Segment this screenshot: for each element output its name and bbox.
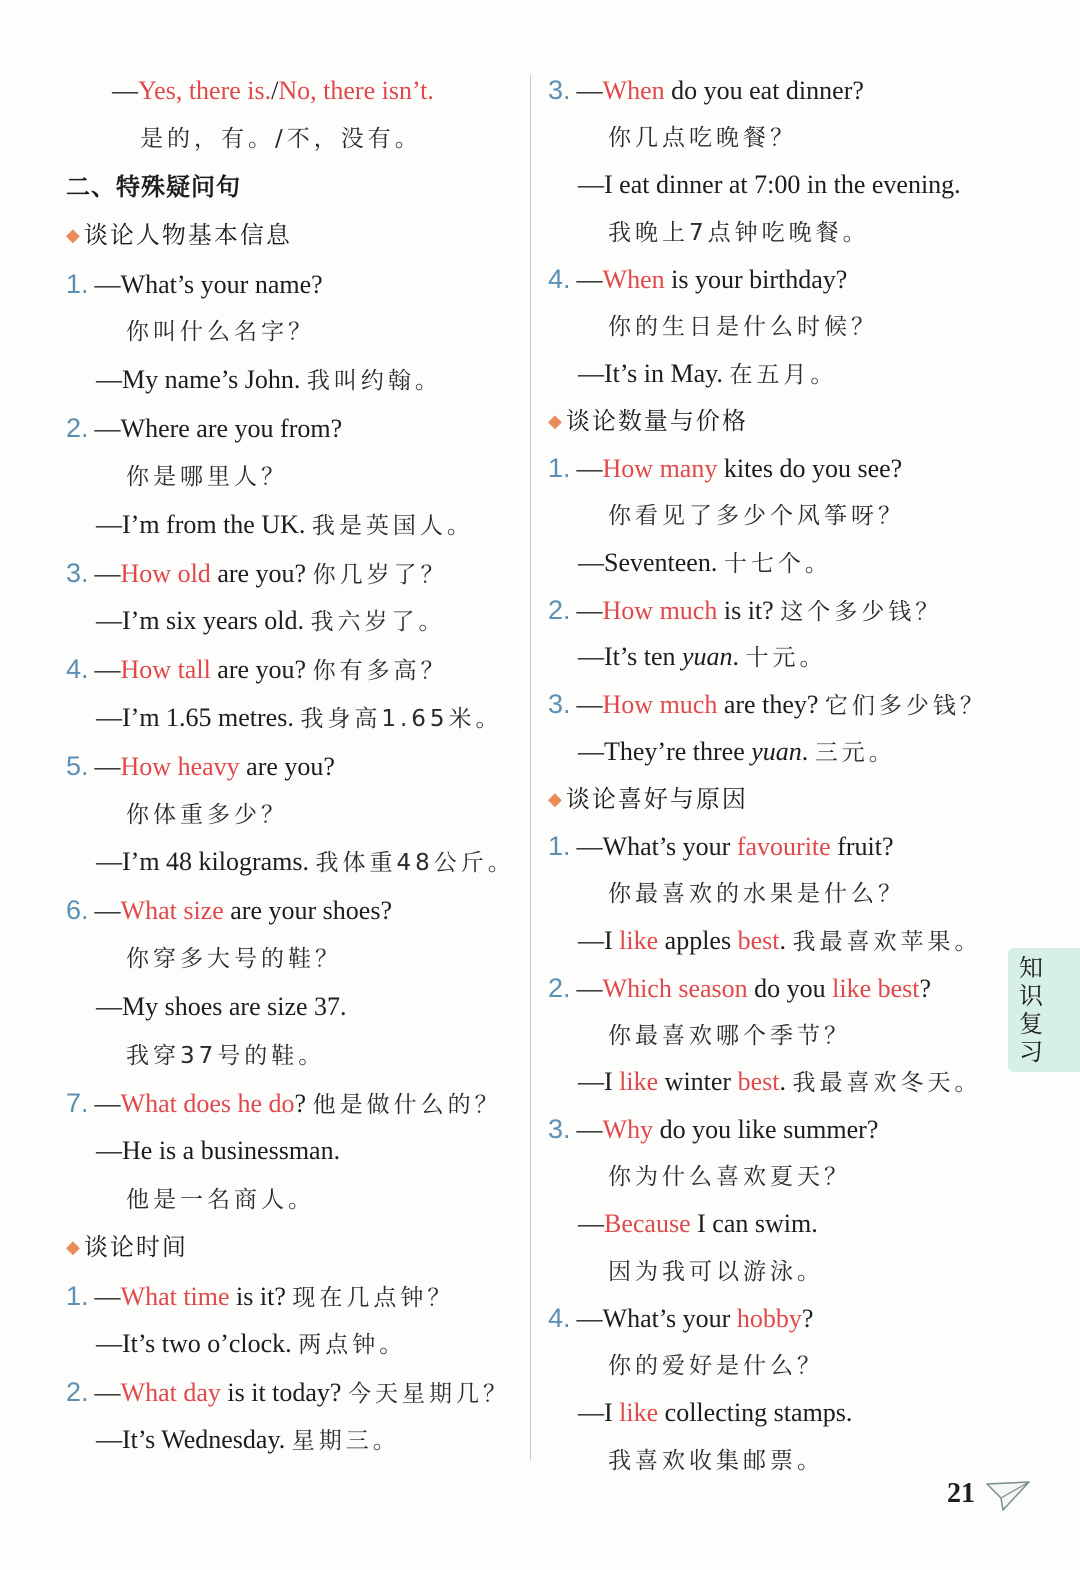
text-run: I can swim. — [690, 1209, 818, 1238]
text-run: 因为我可以游泳。 — [608, 1259, 824, 1285]
text-run: —It’s in May. — [578, 359, 730, 388]
item-number: 3. — [548, 1114, 571, 1144]
text-run: collecting stamps. — [658, 1398, 853, 1427]
text-line — [578, 1207, 818, 1241]
text-run: —I — [578, 926, 620, 955]
text-line — [66, 893, 392, 928]
item-number: 1. — [66, 1281, 89, 1311]
text-line — [548, 404, 748, 439]
text-run: — — [576, 1115, 603, 1144]
text-line — [578, 640, 827, 675]
text-run: 我晚上7点钟吃晚餐。 — [608, 220, 870, 246]
text-run: do you eat dinner? — [664, 76, 864, 105]
diamond-icon: ◆ — [66, 225, 80, 246]
text-run: 你的爱好是什么？ — [608, 1353, 824, 1379]
paper-plane-icon — [985, 1480, 1031, 1512]
text-line — [608, 120, 797, 155]
item-number: 2. — [548, 973, 571, 1003]
text-line — [548, 262, 847, 297]
text-run: 我最喜欢冬天。 — [792, 1070, 982, 1096]
text-run: ? — [919, 974, 932, 1003]
text-run: How heavy — [120, 752, 240, 781]
text-run: . — [779, 1067, 793, 1096]
text-run: 是的，有。/不，没有。 — [140, 126, 422, 152]
text-run: 十七个。 — [723, 551, 832, 577]
text-run: —Seventeen. — [578, 548, 724, 577]
text-run: — — [94, 655, 121, 684]
text-run: 你穿多大号的鞋？ — [126, 946, 342, 972]
text-run: 谈论喜好与原因 — [565, 785, 748, 813]
text-run: — — [94, 752, 121, 781]
text-run: 我叫约翰。 — [306, 368, 442, 394]
text-run: —It’s two o’clock. — [96, 1329, 299, 1358]
text-run: —What’s your name? — [94, 270, 323, 299]
item-number: 1. — [66, 269, 89, 299]
text-run: hobby — [736, 1304, 802, 1333]
item-number: 1. — [548, 831, 571, 861]
text-line — [608, 498, 905, 533]
text-line — [548, 73, 864, 108]
text-run: — — [94, 559, 121, 588]
text-run: 谈论人物基本信息 — [83, 221, 292, 249]
text-line — [66, 556, 448, 592]
item-number: 1. — [548, 453, 571, 483]
text-line — [66, 652, 448, 688]
item-number: 3. — [66, 558, 89, 588]
text-line — [96, 845, 515, 880]
text-run: 我喜欢收集邮票。 — [608, 1448, 824, 1474]
text-run: 星期三。 — [291, 1428, 400, 1454]
text-line — [548, 687, 987, 723]
text-run: —I’m from the UK. — [96, 510, 312, 539]
text-run: —What’s your — [576, 832, 737, 861]
text-run: apples — [658, 926, 738, 955]
text-run: 现在几点钟？ — [292, 1285, 455, 1311]
text-line — [548, 782, 748, 817]
text-line — [548, 451, 902, 486]
text-line — [608, 1348, 824, 1383]
text-run: 它们多少钱？ — [824, 693, 987, 719]
text-line — [548, 1301, 813, 1336]
text-run: —What’s your — [576, 1304, 737, 1333]
text-run: — — [112, 76, 138, 105]
text-run: / — [271, 76, 279, 105]
text-run: 你最喜欢的水果是什么？ — [608, 881, 905, 907]
text-run: How many — [602, 454, 718, 483]
text-run: do you like summer? — [653, 1115, 879, 1144]
text-run: What does he do — [120, 1089, 295, 1118]
text-line — [96, 990, 347, 1024]
side-tab-label: 知识复习 — [1019, 954, 1043, 1066]
text-line — [96, 701, 503, 736]
text-run: 他是做什么的？ — [312, 1092, 502, 1118]
text-run: How tall — [120, 655, 211, 684]
text-run: Why — [602, 1115, 654, 1144]
text-run: 在五月。 — [729, 362, 838, 388]
text-line — [66, 1375, 510, 1411]
text-run: — — [576, 454, 603, 483]
text-line — [578, 735, 896, 770]
text-run: 你为什么喜欢夏天？ — [608, 1164, 851, 1190]
text-line — [578, 546, 832, 581]
text-run: 你有多高？ — [312, 658, 448, 684]
text-run: When — [602, 76, 665, 105]
side-tab — [1008, 948, 1080, 1072]
text-run: 我穿37号的鞋。 — [126, 1043, 326, 1069]
diamond-icon: ◆ — [66, 1237, 80, 1258]
text-run: —It’s Wednesday. — [96, 1425, 292, 1454]
text-run: 我最喜欢苹果。 — [792, 929, 982, 955]
text-line — [126, 797, 288, 832]
text-line — [608, 309, 878, 344]
text-run: — — [576, 76, 603, 105]
text-run: —He is a businessman. — [96, 1136, 341, 1165]
text-run: 你几点吃晚餐？ — [608, 125, 797, 151]
text-line — [548, 593, 942, 629]
text-run: 你的生日是什么时候？ — [608, 314, 878, 340]
text-line — [66, 1279, 454, 1315]
text-line — [548, 829, 894, 864]
text-run: 你看见了多少个风筝呀？ — [608, 503, 905, 529]
text-run: How much — [602, 690, 718, 719]
text-run: 十元。 — [745, 645, 827, 671]
text-run: 你是哪里人？ — [126, 464, 288, 490]
text-run: like best — [832, 974, 920, 1003]
text-run: What time — [120, 1282, 230, 1311]
text-run: No, there isn’t. — [278, 76, 434, 105]
text-run: —I’m six years old. — [96, 606, 311, 635]
text-line — [66, 411, 342, 446]
text-run: yuan — [751, 737, 802, 766]
text-run: Which season — [602, 974, 748, 1003]
text-run: are you? — [210, 655, 313, 684]
text-line — [112, 74, 434, 108]
text-line — [66, 1086, 502, 1122]
text-line — [608, 1159, 851, 1194]
text-run: is it? — [229, 1282, 293, 1311]
text-line — [126, 1182, 315, 1217]
item-number: 7. — [66, 1088, 89, 1118]
text-run: 我是英国人。 — [311, 513, 474, 539]
item-number: 6. — [66, 895, 89, 925]
text-line — [126, 459, 288, 494]
item-number: 3. — [548, 75, 571, 105]
text-run: like — [619, 1067, 659, 1096]
text-run: — — [576, 596, 603, 625]
text-line — [96, 1134, 340, 1168]
text-run: —I — [578, 1398, 620, 1427]
text-line — [608, 1018, 851, 1053]
text-run: — — [576, 690, 603, 719]
text-line — [608, 876, 905, 911]
text-run: — — [94, 1378, 121, 1407]
text-line — [578, 357, 837, 392]
text-run: How much — [602, 596, 718, 625]
text-run: 二、特殊疑问句 — [66, 173, 241, 201]
diamond-icon: ◆ — [548, 789, 562, 810]
text-run: 你几岁了？ — [312, 562, 448, 588]
text-run: best — [737, 1067, 780, 1096]
text-line — [578, 168, 961, 202]
column-divider — [530, 75, 531, 1460]
text-run: When — [602, 265, 665, 294]
text-run: —I eat dinner at 7:00 in the evening. — [578, 170, 961, 199]
text-run: — — [578, 1209, 604, 1238]
text-run: is it today? — [220, 1378, 348, 1407]
text-run: — — [94, 1089, 121, 1118]
item-number: 4. — [548, 1303, 571, 1333]
text-run: are you? — [239, 752, 335, 781]
text-line — [66, 1230, 188, 1265]
text-run: kites do you see? — [717, 454, 903, 483]
text-run: —My shoes are size 37. — [96, 992, 347, 1021]
text-run: best — [737, 926, 780, 955]
text-run: What size — [120, 896, 224, 925]
text-run: — — [576, 974, 603, 1003]
text-run: is your birthday? — [664, 265, 848, 294]
text-run: 你最喜欢哪个季节？ — [608, 1023, 851, 1049]
text-run: like — [619, 1398, 659, 1427]
text-run: —They’re three — [578, 737, 752, 766]
text-line — [548, 971, 931, 1006]
text-run: are you? — [210, 559, 313, 588]
text-run: — — [94, 896, 121, 925]
text-run: . — [801, 737, 815, 766]
text-run: fruit? — [830, 832, 894, 861]
text-line — [66, 218, 292, 253]
text-run: 这个多少钱？ — [780, 599, 943, 625]
text-run: ? — [294, 1089, 313, 1118]
text-run: 两点钟。 — [298, 1332, 407, 1358]
text-run: 我六岁了。 — [310, 609, 446, 635]
text-run: are they? — [717, 690, 825, 719]
text-run: —It’s ten — [578, 642, 682, 671]
text-line — [126, 941, 342, 976]
item-number: 3. — [548, 689, 571, 719]
text-run: Yes, there is. — [138, 76, 272, 105]
text-run: is it? — [717, 596, 781, 625]
text-line — [96, 363, 442, 398]
text-line — [140, 121, 422, 156]
text-run: Because — [604, 1209, 691, 1238]
text-run: 三元。 — [814, 740, 896, 766]
item-number: 2. — [66, 413, 89, 443]
item-number: 4. — [66, 654, 89, 684]
text-run: winter — [658, 1067, 738, 1096]
text-line — [66, 749, 335, 784]
text-line — [66, 267, 323, 302]
text-line — [126, 1038, 325, 1073]
page-number: 21 — [947, 1478, 975, 1509]
text-run: —I — [578, 1067, 620, 1096]
text-line — [96, 1327, 406, 1362]
text-run: 你叫什么名字？ — [126, 319, 315, 345]
text-run: . — [732, 642, 746, 671]
text-run: are your shoes? — [223, 896, 392, 925]
text-run: —I’m 48 kilograms. — [96, 847, 316, 876]
text-run: —I’m 1.65 metres. — [96, 703, 301, 732]
text-line — [608, 215, 870, 250]
text-line — [66, 170, 241, 204]
item-number: 2. — [66, 1377, 89, 1407]
text-line — [96, 508, 474, 543]
text-run: . — [779, 926, 793, 955]
text-run: like — [619, 926, 659, 955]
item-number: 5. — [66, 751, 89, 781]
text-run: — — [576, 265, 603, 294]
text-run: What day — [120, 1378, 221, 1407]
text-run: How old — [120, 559, 211, 588]
text-run: 你体重多少？ — [126, 802, 288, 828]
text-line — [578, 1396, 852, 1430]
text-run: 我身高1.65米。 — [300, 706, 503, 732]
text-line — [608, 1443, 824, 1478]
text-run: — — [94, 1282, 121, 1311]
text-run: 今天星期几？ — [347, 1381, 510, 1407]
text-run: favourite — [736, 832, 831, 861]
text-line — [608, 1254, 824, 1289]
item-number: 4. — [548, 264, 571, 294]
text-run: —Where are you from? — [94, 414, 343, 443]
text-run: 他是一名商人。 — [126, 1187, 315, 1213]
item-number: 2. — [548, 595, 571, 625]
text-line — [548, 1112, 878, 1147]
text-run: 谈论时间 — [83, 1233, 188, 1261]
text-run: do you — [747, 974, 833, 1003]
text-line — [96, 604, 445, 639]
text-run: 谈论数量与价格 — [565, 407, 748, 435]
text-line — [578, 924, 981, 959]
text-run: yuan — [682, 642, 733, 671]
text-line — [578, 1065, 981, 1100]
text-line — [96, 1423, 400, 1458]
text-run: —My name’s John. — [96, 365, 307, 394]
text-run: ? — [801, 1304, 814, 1333]
diamond-icon: ◆ — [548, 411, 562, 432]
text-run: 我体重48公斤。 — [315, 850, 515, 876]
text-line — [126, 314, 315, 349]
